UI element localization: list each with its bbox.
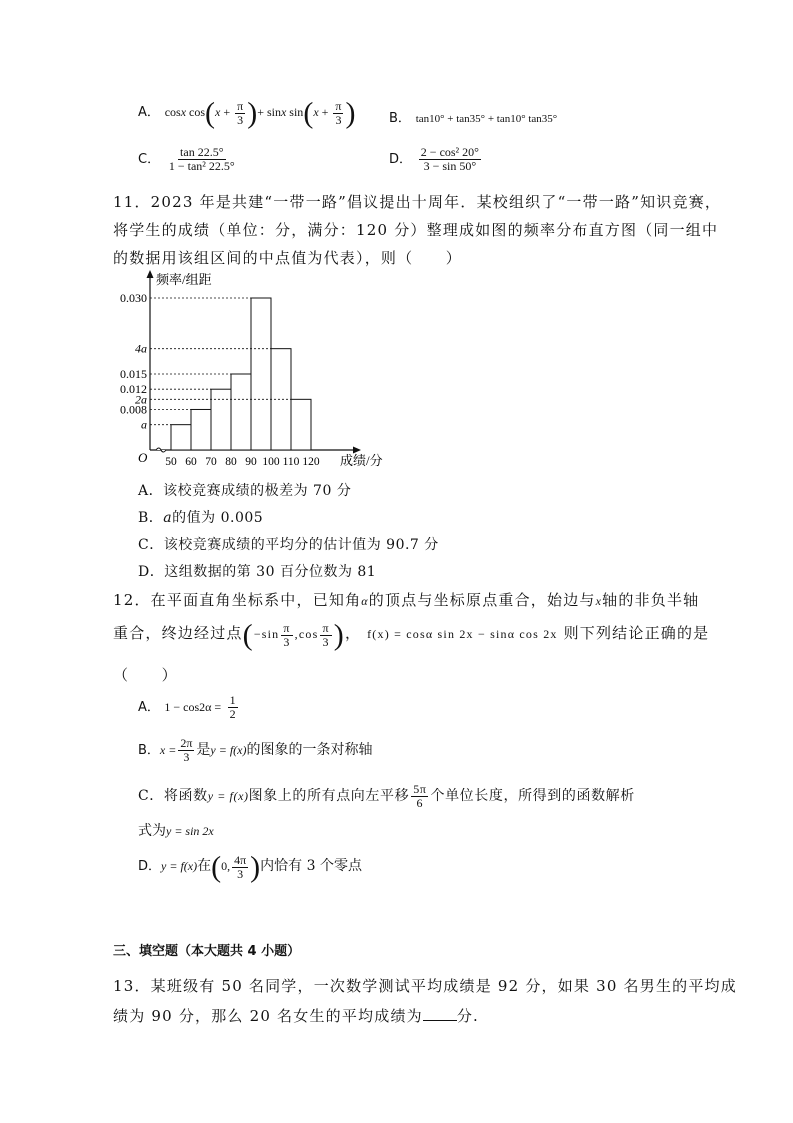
q10-d-fraction	[419, 146, 481, 172]
text: 内恰有 3 个零点	[260, 857, 362, 874]
option-label: A．	[138, 104, 160, 120]
q13-text: 绩为 90 分，那么 20 名女生的平均成绩为	[113, 1007, 423, 1025]
histogram-bar	[211, 389, 231, 450]
x-equals: x =	[159, 743, 177, 758]
x-tick-label: 60	[185, 456, 197, 468]
q10-option-d	[389, 146, 483, 172]
histogram-bar	[191, 409, 211, 450]
x-tick-label: 80	[225, 456, 237, 468]
q12-option-b	[138, 737, 373, 763]
y-axis-arrow	[147, 270, 154, 278]
origin-label: O	[138, 450, 148, 465]
q10-c-denominator: 1 − tan² 22.5°	[168, 158, 235, 173]
q11-line-2: 将学生的成绩（单位：分，满分：120 分）整理成如图的频率分布直方图（同一组中	[113, 221, 719, 239]
q10-c-fraction	[167, 146, 237, 172]
histogram-bar	[231, 374, 251, 450]
y-tick-label: 2a	[135, 392, 147, 407]
text: 在	[197, 857, 212, 874]
function: y = f(x)	[210, 743, 247, 758]
text: 是	[196, 742, 211, 759]
point-x: −sin	[253, 626, 280, 641]
x-tick-label: 50	[165, 456, 177, 468]
q12-text-c: 轴的非负半轴	[602, 591, 700, 609]
text: 的图象的一条对称轴	[246, 742, 373, 759]
histogram-bar	[171, 425, 191, 450]
function: y = f(x)	[207, 789, 249, 804]
q11-option-b	[138, 507, 263, 527]
function: y = f(x)	[161, 858, 198, 873]
q13-line-1: 13．某班级有 50 名同学，一次数学测试平均成绩是 92 分，如果 30 名男生的平均成	[113, 977, 737, 995]
option-label: D．	[389, 152, 413, 168]
q12-option-d: D．y = f(x)在(0, $\frac{4\pi}{3}$ )内恰有 3 个零点	[138, 850, 362, 883]
q12-text-e: 则下列结论正确的是	[563, 623, 710, 642]
q10-option-b	[389, 107, 557, 126]
q12-text-a: 12．在平面直角坐标系中，已知角	[113, 591, 362, 609]
option-b-text: 的值为 0.005	[172, 510, 264, 526]
frequency-histogram	[105, 268, 395, 473]
pi: π	[283, 620, 291, 635]
numerator: 5π	[413, 782, 427, 796]
q10-d-denominator: 3 − sin 50°	[423, 158, 477, 173]
histogram-bar	[291, 399, 311, 450]
terminal-point: (−sin $\frac{\pi}{3}$ ,cos $\frac{\pi}{3}$ )	[242, 618, 345, 651]
y-tick-label: a	[141, 417, 147, 432]
q10-b-expression: tan10° + tan35° + tan10° tan35°	[415, 113, 558, 125]
q12-line-1	[113, 589, 699, 610]
q11-option-a: A．该校竞赛成绩的极差为 70 分	[138, 483, 352, 499]
numerator: 2π	[180, 736, 193, 750]
q12-option-c-line-1	[138, 783, 635, 809]
y-axis-label: 频率/组距	[156, 272, 212, 287]
q11-line-1: 11．2023 年是共建“一带一路”倡议提出十周年．某校组织了“一带一路”知识竞赛，	[113, 193, 722, 211]
q10-a-render: cosx cos(x + $\frac{\pi}{3}$ )+ sinx sin(x + $\frac{\pi}{3}$ )	[164, 96, 356, 129]
q12-line-2: 重合，终边经过点(−sin $\frac{\pi}{3}$ ,cos $\frac{\pi}{3}$ )， f(x) = cosα sin 2x − sinα cos 2x 则下列结论正确的是	[113, 618, 710, 651]
text: 个单位长度，所得到的函数解析	[430, 788, 635, 805]
y-tick-label: 0.030	[120, 291, 147, 305]
three: 3	[283, 634, 291, 649]
alpha-symbol: a	[163, 510, 173, 526]
histogram-bar	[251, 298, 271, 450]
q12-option-c-line-2	[138, 820, 214, 840]
q10-option-a	[138, 98, 355, 128]
x-axis-label: 成绩/分	[340, 453, 383, 468]
y-tick-label: 0.008	[120, 402, 147, 417]
option-label: D．	[138, 858, 162, 874]
section-title: 三、填空题（本大题共 4 小题）	[113, 944, 301, 959]
y-tick-label: 4a	[135, 341, 147, 356]
numerator: 1	[229, 693, 236, 707]
denominator: 3	[237, 866, 244, 881]
x-tick-label: 70	[205, 456, 217, 468]
q11-line-3: 的数据用该组区间的中点值为代表），则（ ）	[113, 249, 462, 267]
text: 图象上的所有点向左平移	[248, 788, 410, 805]
q10-c-numerator: tan 22.5°	[180, 145, 224, 159]
q13-text-end: 分.	[456, 1007, 480, 1025]
option-label: B．	[138, 510, 164, 526]
q11-option-c: C．该校竞赛成绩的平均分的估计值为 90.7 分	[138, 537, 439, 553]
q12-option-a	[138, 694, 240, 720]
option-label: B．	[138, 743, 160, 759]
x-tick-label: 110	[282, 456, 300, 468]
y-tick-label: 0.012	[120, 382, 147, 397]
denominator: 2	[229, 706, 236, 721]
axis-break-mark	[156, 448, 166, 452]
option-label: C．将函数	[138, 788, 208, 805]
three: 3	[322, 634, 330, 649]
x-tick-label: 100	[262, 456, 280, 468]
function: y = sin 2x	[166, 824, 214, 838]
y-tick-label: 0.015	[120, 367, 147, 381]
function-definition: f(x) = cosα sin 2x − sinα cos 2x	[367, 626, 558, 641]
option-label: C．	[138, 152, 161, 168]
text: 式为	[138, 823, 166, 839]
q12-line-3: （ ）	[113, 666, 178, 684]
option-a-expression: 1 − cos2α =	[164, 700, 222, 715]
answer-blank[interactable]	[423, 1006, 457, 1021]
x-tick-label: 90	[245, 456, 257, 468]
q12-text-b: 的顶点与坐标原点重合，始边与	[368, 591, 596, 609]
option-label: A．	[138, 700, 160, 716]
q11-option-d: D．这组数据的第 30 百分位数为 81	[138, 564, 377, 580]
denominator: 3	[183, 749, 190, 764]
q10-option-c	[138, 146, 239, 172]
x-symbol: x	[595, 594, 603, 608]
option-label: B．	[389, 111, 411, 126]
x-tick-label: 120	[302, 456, 320, 468]
denominator: 6	[416, 795, 424, 810]
numerator: 4π	[234, 852, 247, 867]
q12-text-d: 重合，终边经过点	[113, 623, 243, 642]
point-y: cos	[298, 626, 319, 641]
q10-d-numerator: 2 − cos² 20°	[420, 145, 479, 159]
interval-start: 0,	[221, 858, 231, 873]
pi: π	[322, 620, 330, 635]
alpha-symbol: α	[361, 594, 369, 608]
q13-line-2	[113, 1005, 479, 1026]
